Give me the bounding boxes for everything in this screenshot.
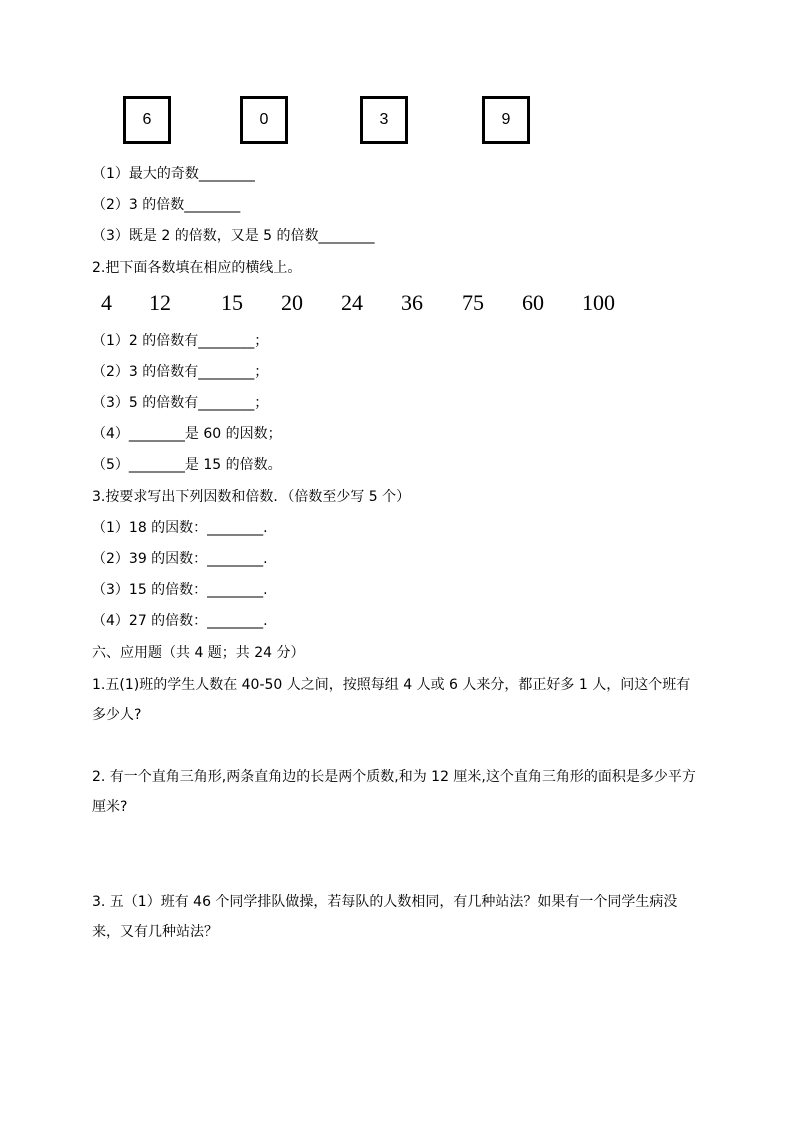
question-item: （3）5 的倍数有________； — [92, 395, 269, 411]
question-item: （1）2 的倍数有________； — [92, 333, 269, 349]
number-value: 12 — [149, 290, 171, 315]
number-value: 20 — [281, 290, 303, 315]
number-value: 75 — [462, 290, 484, 315]
word-problem: 3. 五（1）班有 46 个同学排队做操，若每队的人数相同，有几种站法？如果有一个同学生病没来，又有几种站法？ — [92, 894, 678, 940]
number-value: 15 — [221, 290, 243, 315]
number-value: 36 — [401, 290, 423, 315]
question-title: 2.把下面各数填在相应的横线上。 — [92, 260, 302, 276]
question-item: （4）________是 60 的因数； — [92, 426, 282, 442]
question-item: （2）3 的倍数________ — [92, 197, 241, 213]
question-item: （2）3 的倍数有________； — [92, 364, 269, 380]
digit-card: 6 — [123, 96, 171, 144]
digit-card: 9 — [482, 96, 530, 144]
number-value: 4 — [101, 290, 112, 315]
question-item: （2）39 的因数：________. — [92, 551, 268, 567]
question-title: 3.按要求写出下列因数和倍数．（倍数至少写 5 个） — [92, 489, 411, 505]
number-value: 60 — [522, 290, 544, 315]
question-item: （1）18 的因数：________. — [92, 520, 268, 536]
question-item: （5）________是 15 的倍数。 — [92, 457, 282, 473]
word-problem: 2. 有一个直角三角形,两条直角边的长是两个质数,和为 12 厘米,这个直角三角形的面积是多少平方厘米? — [92, 769, 696, 815]
question-item: （3）15 的倍数：________. — [92, 582, 268, 598]
digit-card: 3 — [360, 96, 408, 144]
number-list — [0, 290, 794, 322]
section-heading: 六、应用题（共 4 题；共 24 分） — [92, 645, 305, 661]
word-problem: 1.五(1)班的学生人数在 40-50 人之间，按照每组 4 人或 6 人来分，都正好多 1 人，问这个班有多少人? — [92, 677, 691, 723]
digit-card: 0 — [240, 96, 288, 144]
question-item: （4）27 的倍数：________. — [92, 613, 268, 629]
question-item: （3）既是 2 的倍数，又是 5 的倍数________ — [92, 228, 375, 244]
number-value: 24 — [341, 290, 363, 315]
number-value: 100 — [582, 290, 615, 315]
question-item: （1）最大的奇数________ — [92, 166, 255, 182]
